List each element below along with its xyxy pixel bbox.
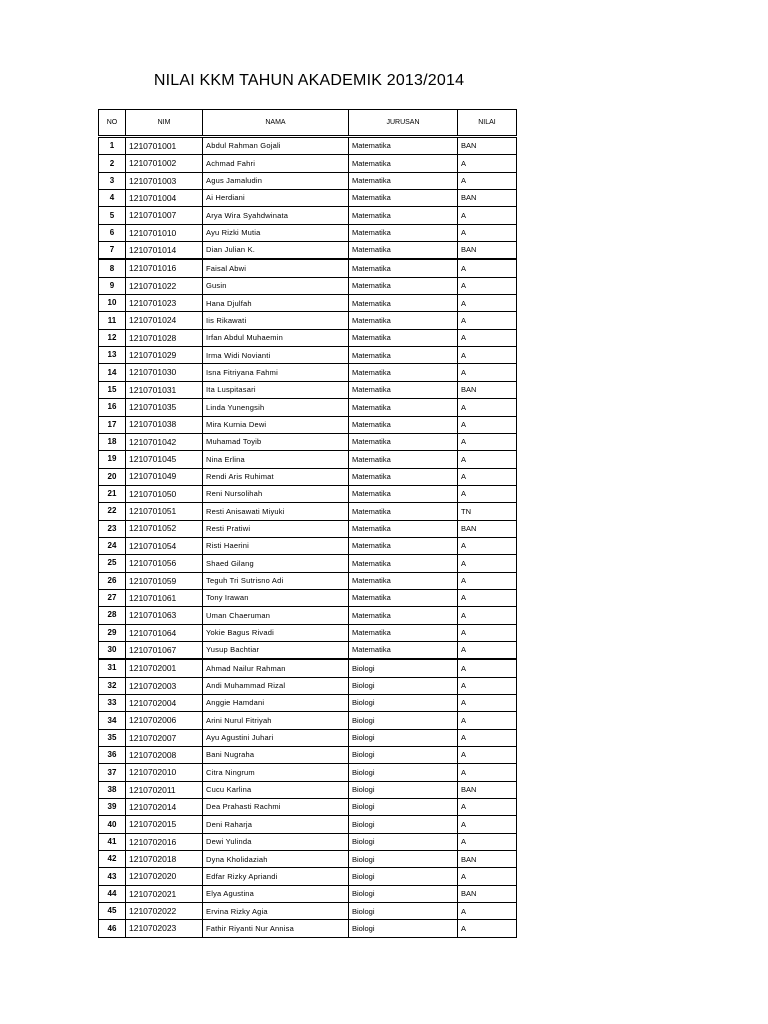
cell-nama: Deni Raharja	[203, 816, 349, 833]
cell-nama: Faisal Abwi	[203, 259, 349, 277]
cell-nim: 1210702004	[126, 695, 203, 712]
cell-nama: Arini Nurul Fitriyah	[203, 712, 349, 729]
cell-nilai: BAN	[458, 520, 517, 537]
cell-nama: Hana Djulfah	[203, 295, 349, 312]
cell-nim: 1210701002	[126, 155, 203, 172]
table-row	[99, 712, 517, 729]
cell-no: 21	[99, 485, 126, 502]
table-row	[99, 364, 517, 381]
cell-jurusan: Matematika	[349, 172, 458, 189]
cell-nama: Irma Widi Novianti	[203, 347, 349, 364]
cell-nama: Yusup Bachtiar	[203, 641, 349, 659]
cell-nilai: A	[458, 695, 517, 712]
table-row	[99, 589, 517, 606]
cell-nim: 1210702021	[126, 885, 203, 902]
cell-no: 15	[99, 381, 126, 398]
cell-nilai: A	[458, 312, 517, 329]
cell-nilai: A	[458, 329, 517, 346]
cell-nama: Resti Pratiwi	[203, 520, 349, 537]
cell-nim: 1210701030	[126, 364, 203, 381]
cell-nilai: A	[458, 259, 517, 277]
cell-no: 26	[99, 572, 126, 589]
cell-nilai: A	[458, 920, 517, 937]
cell-nama: Rendi Aris Ruhimat	[203, 468, 349, 485]
cell-nim: 1210701059	[126, 572, 203, 589]
cell-jurusan: Matematika	[349, 451, 458, 468]
cell-nama: Reni Nursolihah	[203, 485, 349, 502]
cell-no: 32	[99, 677, 126, 694]
cell-jurusan: Biologi	[349, 764, 458, 781]
cell-no: 22	[99, 503, 126, 520]
cell-no: 18	[99, 433, 126, 450]
cell-no: 14	[99, 364, 126, 381]
cell-nilai: A	[458, 416, 517, 433]
cell-no: 24	[99, 537, 126, 554]
table-row	[99, 659, 517, 677]
cell-nim: 1210702022	[126, 903, 203, 920]
table-row	[99, 885, 517, 902]
cell-jurusan: Biologi	[349, 712, 458, 729]
cell-no: 33	[99, 695, 126, 712]
cell-jurusan: Matematika	[349, 537, 458, 554]
cell-nim: 1210701007	[126, 207, 203, 224]
cell-nama: Ai Herdiani	[203, 190, 349, 207]
cell-no: 36	[99, 747, 126, 764]
cell-nim: 1210702020	[126, 868, 203, 885]
cell-no: 45	[99, 903, 126, 920]
table-row	[99, 503, 517, 520]
cell-no: 2	[99, 155, 126, 172]
cell-jurusan: Matematika	[349, 399, 458, 416]
table-row	[99, 764, 517, 781]
cell-nilai: A	[458, 172, 517, 189]
cell-no: 5	[99, 207, 126, 224]
cell-nim: 1210701004	[126, 190, 203, 207]
table-row	[99, 277, 517, 294]
cell-jurusan: Matematika	[349, 433, 458, 450]
cell-jurusan: Biologi	[349, 851, 458, 868]
cell-nim: 1210702023	[126, 920, 203, 937]
cell-nim: 1210701067	[126, 641, 203, 659]
cell-nilai: A	[458, 747, 517, 764]
cell-jurusan: Matematika	[349, 259, 458, 277]
table-row	[99, 207, 517, 224]
table-row	[99, 137, 517, 155]
cell-no: 9	[99, 277, 126, 294]
table-row	[99, 172, 517, 189]
table-row	[99, 572, 517, 589]
cell-nim: 1210701050	[126, 485, 203, 502]
table-row	[99, 903, 517, 920]
cell-jurusan: Biologi	[349, 747, 458, 764]
table-row	[99, 624, 517, 641]
table-row	[99, 677, 517, 694]
table-row	[99, 816, 517, 833]
cell-nama: Mira Kurnia Dewi	[203, 416, 349, 433]
cell-nama: Ayu Rizki Mutia	[203, 224, 349, 241]
cell-nilai: A	[458, 903, 517, 920]
cell-nilai: BAN	[458, 381, 517, 398]
cell-nilai: A	[458, 433, 517, 450]
table-row	[99, 155, 517, 172]
cell-jurusan: Biologi	[349, 833, 458, 850]
cell-nama: Yokie Bagus Rivadi	[203, 624, 349, 641]
cell-nim: 1210702018	[126, 851, 203, 868]
table-row	[99, 259, 517, 277]
cell-no: 17	[99, 416, 126, 433]
column-header-nama: NAMA	[203, 110, 349, 137]
cell-nilai: A	[458, 589, 517, 606]
cell-nama: Muhamad Toyib	[203, 433, 349, 450]
cell-jurusan: Biologi	[349, 885, 458, 902]
table-row	[99, 747, 517, 764]
cell-nilai: BAN	[458, 781, 517, 798]
cell-jurusan: Biologi	[349, 729, 458, 746]
cell-nama: Achmad Fahri	[203, 155, 349, 172]
cell-nim: 1210701038	[126, 416, 203, 433]
cell-nilai: A	[458, 295, 517, 312]
cell-nama: Dyna Kholidaziah	[203, 851, 349, 868]
cell-nilai: A	[458, 451, 517, 468]
cell-no: 31	[99, 659, 126, 677]
table-row	[99, 295, 517, 312]
cell-nim: 1210702006	[126, 712, 203, 729]
cell-nilai: A	[458, 868, 517, 885]
cell-nama: Isna Fitriyana Fahmi	[203, 364, 349, 381]
cell-nama: Andi Muhammad Rizal	[203, 677, 349, 694]
cell-jurusan: Matematika	[349, 503, 458, 520]
cell-nilai: A	[458, 799, 517, 816]
table-body	[99, 137, 517, 938]
cell-nama: Linda Yunengsih	[203, 399, 349, 416]
cell-nama: Citra Ningrum	[203, 764, 349, 781]
cell-nilai: A	[458, 347, 517, 364]
cell-nama: Iis Rikawati	[203, 312, 349, 329]
cell-nilai: TN	[458, 503, 517, 520]
table-row	[99, 729, 517, 746]
cell-nim: 1210701064	[126, 624, 203, 641]
cell-no: 23	[99, 520, 126, 537]
cell-nama: Dian Julian K.	[203, 242, 349, 260]
cell-nim: 1210701049	[126, 468, 203, 485]
cell-nim: 1210701052	[126, 520, 203, 537]
cell-nim: 1210701016	[126, 259, 203, 277]
table-row	[99, 242, 517, 260]
cell-nim: 1210702001	[126, 659, 203, 677]
cell-nim: 1210701001	[126, 137, 203, 155]
table-row	[99, 781, 517, 798]
cell-nilai: A	[458, 207, 517, 224]
cell-nim: 1210701045	[126, 451, 203, 468]
cell-nilai: A	[458, 572, 517, 589]
cell-nilai: A	[458, 659, 517, 677]
cell-nama: Nina Erlina	[203, 451, 349, 468]
table-row	[99, 695, 517, 712]
cell-nim: 1210702007	[126, 729, 203, 746]
cell-jurusan: Matematika	[349, 347, 458, 364]
table-row	[99, 485, 517, 502]
cell-nilai: A	[458, 537, 517, 554]
cell-nim: 1210702008	[126, 747, 203, 764]
cell-nim: 1210701063	[126, 607, 203, 624]
cell-nilai: A	[458, 485, 517, 502]
table-row	[99, 920, 517, 937]
cell-nama: Shaed Gilang	[203, 555, 349, 572]
cell-nim: 1210701054	[126, 537, 203, 554]
cell-jurusan: Matematika	[349, 555, 458, 572]
cell-nilai: A	[458, 764, 517, 781]
cell-jurusan: Matematika	[349, 572, 458, 589]
table-row	[99, 868, 517, 885]
table-row	[99, 190, 517, 207]
cell-nim: 1210702014	[126, 799, 203, 816]
cell-no: 7	[99, 242, 126, 260]
cell-no: 20	[99, 468, 126, 485]
cell-nim: 1210702010	[126, 764, 203, 781]
table-row	[99, 799, 517, 816]
cell-no: 12	[99, 329, 126, 346]
cell-no: 40	[99, 816, 126, 833]
cell-nama: Irfan Abdul Muhaemin	[203, 329, 349, 346]
cell-jurusan: Matematika	[349, 329, 458, 346]
cell-no: 27	[99, 589, 126, 606]
cell-no: 11	[99, 312, 126, 329]
table-row	[99, 399, 517, 416]
cell-jurusan: Matematika	[349, 520, 458, 537]
cell-nama: Ahmad Nailur Rahman	[203, 659, 349, 677]
cell-nama: Elya Agustina	[203, 885, 349, 902]
cell-jurusan: Matematika	[349, 295, 458, 312]
cell-nilai: BAN	[458, 242, 517, 260]
cell-nim: 1210702015	[126, 816, 203, 833]
cell-nilai: BAN	[458, 851, 517, 868]
cell-nilai: A	[458, 641, 517, 659]
cell-nim: 1210702003	[126, 677, 203, 694]
cell-nama: Ayu Agustini Juhari	[203, 729, 349, 746]
cell-nilai: A	[458, 833, 517, 850]
cell-no: 39	[99, 799, 126, 816]
cell-nim: 1210701051	[126, 503, 203, 520]
cell-no: 30	[99, 641, 126, 659]
table-row	[99, 555, 517, 572]
table-row	[99, 833, 517, 850]
cell-jurusan: Matematika	[349, 381, 458, 398]
cell-jurusan: Matematika	[349, 224, 458, 241]
cell-nim: 1210702011	[126, 781, 203, 798]
table-row	[99, 312, 517, 329]
table-row	[99, 224, 517, 241]
cell-nim: 1210701042	[126, 433, 203, 450]
cell-nim: 1210701010	[126, 224, 203, 241]
cell-nim: 1210701029	[126, 347, 203, 364]
cell-nilai: A	[458, 712, 517, 729]
cell-no: 44	[99, 885, 126, 902]
cell-jurusan: Matematika	[349, 155, 458, 172]
cell-nama: Edfar Rizky Apriandi	[203, 868, 349, 885]
table-row	[99, 433, 517, 450]
cell-nama: Anggie Hamdani	[203, 695, 349, 712]
table-row	[99, 347, 517, 364]
cell-nilai: A	[458, 155, 517, 172]
cell-nama: Gusin	[203, 277, 349, 294]
table-row	[99, 451, 517, 468]
column-header-nim: NIM	[126, 110, 203, 137]
cell-nama: Risti Haerini	[203, 537, 349, 554]
cell-no: 46	[99, 920, 126, 937]
cell-no: 13	[99, 347, 126, 364]
table-row	[99, 537, 517, 554]
table-row	[99, 520, 517, 537]
cell-no: 4	[99, 190, 126, 207]
cell-nama: Dewi Yulinda	[203, 833, 349, 850]
cell-jurusan: Matematika	[349, 190, 458, 207]
cell-jurusan: Matematika	[349, 242, 458, 260]
cell-nama: Teguh Tri Sutrisno Adi	[203, 572, 349, 589]
cell-nama: Agus Jamaludin	[203, 172, 349, 189]
cell-jurusan: Matematika	[349, 364, 458, 381]
cell-nilai: A	[458, 677, 517, 694]
cell-nama: Abdul Rahman Gojali	[203, 137, 349, 155]
table-row	[99, 607, 517, 624]
table-header-row	[99, 110, 517, 137]
cell-nilai: A	[458, 624, 517, 641]
cell-no: 1	[99, 137, 126, 155]
cell-jurusan: Biologi	[349, 903, 458, 920]
cell-nilai: BAN	[458, 137, 517, 155]
cell-jurusan: Biologi	[349, 677, 458, 694]
cell-no: 29	[99, 624, 126, 641]
cell-no: 41	[99, 833, 126, 850]
cell-jurusan: Matematika	[349, 468, 458, 485]
cell-no: 34	[99, 712, 126, 729]
cell-no: 6	[99, 224, 126, 241]
page-title: NILAI KKM TAHUN AKADEMIK 2013/2014	[153, 72, 465, 89]
cell-nim: 1210702016	[126, 833, 203, 850]
cell-no: 8	[99, 259, 126, 277]
cell-nama: Fathir Riyanti Nur Annisa	[203, 920, 349, 937]
cell-nilai: A	[458, 399, 517, 416]
cell-jurusan: Biologi	[349, 868, 458, 885]
cell-no: 19	[99, 451, 126, 468]
column-header-nilai: NILAI	[458, 110, 517, 137]
cell-jurusan: Biologi	[349, 799, 458, 816]
cell-nilai: BAN	[458, 885, 517, 902]
cell-nama: Ervina Rizky Agia	[203, 903, 349, 920]
cell-jurusan: Matematika	[349, 277, 458, 294]
table-row	[99, 381, 517, 398]
cell-nilai: BAN	[458, 190, 517, 207]
cell-nama: Arya Wira Syahdwinata	[203, 207, 349, 224]
cell-nama: Resti Anisawati Miyuki	[203, 503, 349, 520]
cell-nilai: A	[458, 555, 517, 572]
cell-nilai: A	[458, 277, 517, 294]
cell-jurusan: Biologi	[349, 920, 458, 937]
cell-jurusan: Biologi	[349, 695, 458, 712]
cell-no: 28	[99, 607, 126, 624]
cell-nim: 1210701061	[126, 589, 203, 606]
cell-jurusan: Matematika	[349, 312, 458, 329]
cell-no: 16	[99, 399, 126, 416]
cell-nama: Tony Irawan	[203, 589, 349, 606]
cell-nim: 1210701028	[126, 329, 203, 346]
table-row	[99, 329, 517, 346]
cell-nim: 1210701014	[126, 242, 203, 260]
cell-jurusan: Matematika	[349, 589, 458, 606]
cell-nim: 1210701056	[126, 555, 203, 572]
table-row	[99, 851, 517, 868]
cell-nim: 1210701003	[126, 172, 203, 189]
grades-table	[98, 109, 517, 938]
cell-nama: Dea Prahasti Rachmi	[203, 799, 349, 816]
cell-nama: Bani Nugraha	[203, 747, 349, 764]
cell-no: 10	[99, 295, 126, 312]
cell-jurusan: Matematika	[349, 137, 458, 155]
table-row	[99, 416, 517, 433]
table-row	[99, 641, 517, 659]
column-header-jurusan: JURUSAN	[349, 110, 458, 137]
cell-nilai: A	[458, 224, 517, 241]
cell-nilai: A	[458, 816, 517, 833]
cell-nama: Ita Luspitasari	[203, 381, 349, 398]
cell-nim: 1210701031	[126, 381, 203, 398]
cell-nim: 1210701023	[126, 295, 203, 312]
cell-nilai: A	[458, 729, 517, 746]
cell-jurusan: Matematika	[349, 485, 458, 502]
cell-nilai: A	[458, 364, 517, 381]
table-row	[99, 468, 517, 485]
cell-jurusan: Matematika	[349, 416, 458, 433]
cell-jurusan: Matematika	[349, 641, 458, 659]
column-header-no: NO	[99, 110, 126, 137]
cell-jurusan: Matematika	[349, 607, 458, 624]
cell-nama: Cucu Karlina	[203, 781, 349, 798]
cell-jurusan: Matematika	[349, 624, 458, 641]
cell-nim: 1210701022	[126, 277, 203, 294]
cell-no: 35	[99, 729, 126, 746]
cell-no: 42	[99, 851, 126, 868]
cell-nim: 1210701024	[126, 312, 203, 329]
cell-nama: Uman Chaeruman	[203, 607, 349, 624]
cell-jurusan: Matematika	[349, 207, 458, 224]
cell-nilai: A	[458, 468, 517, 485]
cell-no: 25	[99, 555, 126, 572]
cell-jurusan: Biologi	[349, 659, 458, 677]
cell-no: 37	[99, 764, 126, 781]
cell-no: 38	[99, 781, 126, 798]
cell-no: 43	[99, 868, 126, 885]
cell-nilai: A	[458, 607, 517, 624]
cell-jurusan: Biologi	[349, 816, 458, 833]
cell-no: 3	[99, 172, 126, 189]
cell-nim: 1210701035	[126, 399, 203, 416]
cell-jurusan: Biologi	[349, 781, 458, 798]
